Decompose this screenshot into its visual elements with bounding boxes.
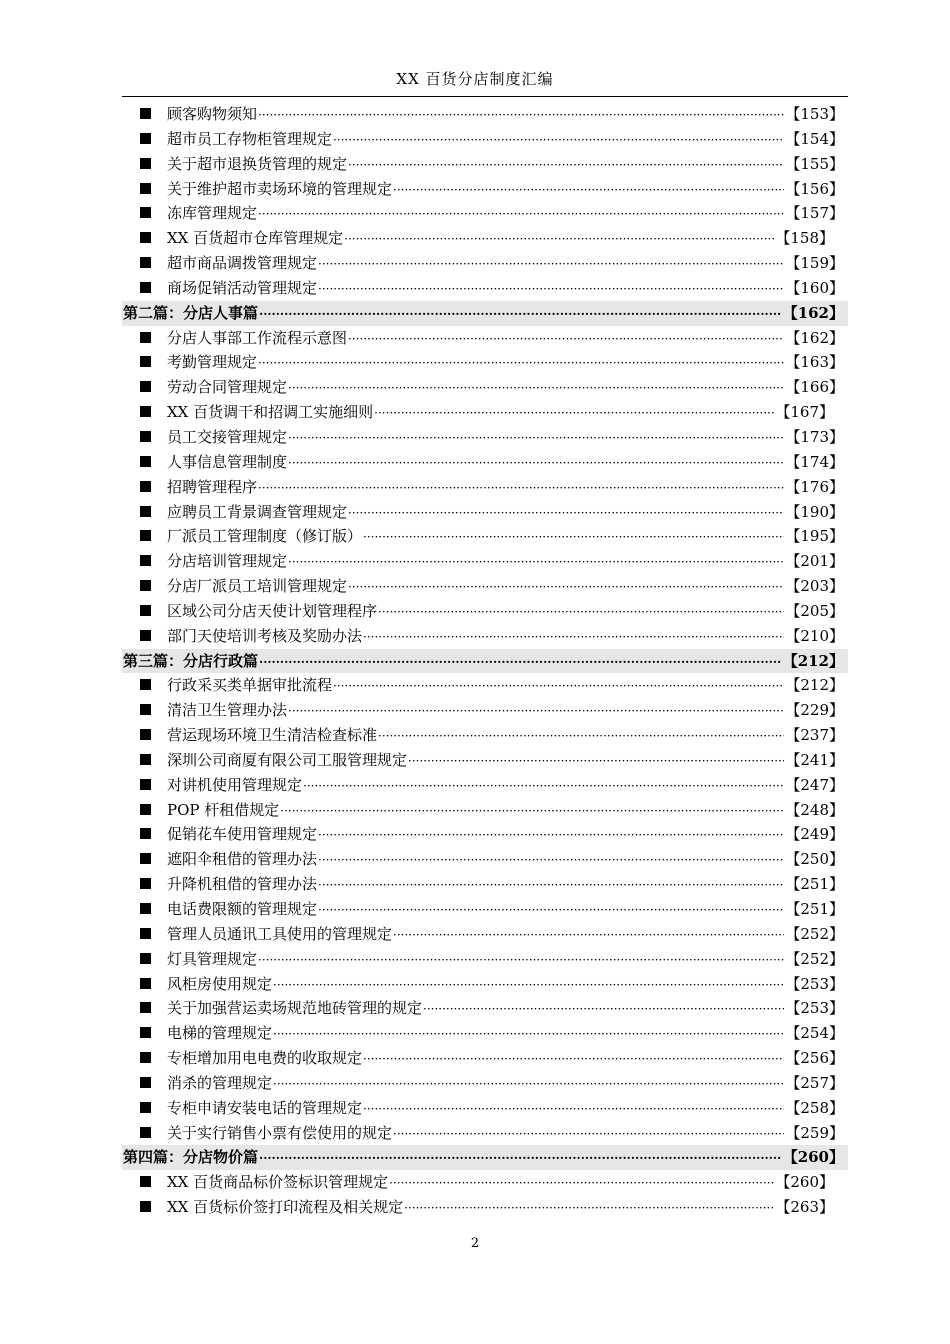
square-bullet-icon xyxy=(140,133,151,144)
toc-entry-page: 【162】 xyxy=(782,303,844,322)
toc-entry-page: 【205】 xyxy=(785,601,844,620)
toc-entry-title: XX 百货调干和招调工实施细则 xyxy=(167,403,374,422)
toc-entry-title: 分店人事部工作流程示意图 xyxy=(167,328,348,347)
dot-leader xyxy=(288,426,784,451)
dot-leader xyxy=(348,327,784,352)
dot-leader xyxy=(348,153,784,178)
toc-entry-page: 【210】 xyxy=(785,626,844,645)
dot-leader xyxy=(258,948,784,973)
toc-entry[interactable] xyxy=(122,226,848,251)
toc-entry[interactable] xyxy=(122,1046,848,1071)
dot-leader xyxy=(258,476,784,501)
toc-entry-page: 【251】 xyxy=(785,900,844,918)
dot-leader xyxy=(378,600,784,625)
toc-entry-title: 电话费限额的管理规定 xyxy=(167,900,318,918)
toc-entry[interactable] xyxy=(122,375,848,400)
toc-entry[interactable] xyxy=(122,972,848,997)
toc-entry[interactable] xyxy=(122,1021,848,1046)
dot-leader xyxy=(408,749,784,774)
toc-entry-page: 【248】 xyxy=(785,800,844,819)
dot-leader xyxy=(273,1072,784,1097)
square-bullet-icon xyxy=(140,456,151,467)
toc-entry[interactable] xyxy=(122,350,848,375)
toc-entry-title: 关于维护超市卖场环境的管理规定 xyxy=(167,179,393,198)
toc-entry[interactable] xyxy=(122,822,848,847)
dot-leader xyxy=(288,376,784,401)
toc-entry[interactable] xyxy=(122,1121,848,1146)
toc-entry[interactable] xyxy=(122,773,848,798)
square-bullet-icon xyxy=(140,1201,151,1212)
toc-entry-page: 【174】 xyxy=(785,452,844,471)
toc-entry[interactable] xyxy=(122,673,848,698)
toc-entry-page: 【241】 xyxy=(785,750,844,769)
toc-entry[interactable] xyxy=(122,748,848,773)
toc-entry-page: 【167】 xyxy=(775,403,834,422)
square-bullet-icon xyxy=(140,953,151,964)
toc-entry-title: 部门天使培训考核及奖励办法 xyxy=(167,626,363,645)
toc-entry-page: 【155】 xyxy=(785,154,844,173)
dot-leader xyxy=(393,178,784,203)
toc-entry-title: 深圳公司商厦有限公司工服管理规定 xyxy=(167,750,408,769)
toc-entry[interactable] xyxy=(122,798,848,823)
page-number: 2 xyxy=(470,1236,480,1251)
square-bullet-icon xyxy=(140,1027,151,1038)
toc-entry[interactable] xyxy=(122,897,848,922)
table-of-contents xyxy=(122,102,848,1220)
toc-entry-page: 【203】 xyxy=(785,577,844,596)
toc-entry-title: 员工交接管理规定 xyxy=(167,427,288,446)
toc-entry-page: 【229】 xyxy=(785,701,844,720)
toc-entry-page: 【237】 xyxy=(785,726,844,745)
dot-leader xyxy=(259,650,782,675)
dot-leader xyxy=(303,774,784,799)
square-bullet-icon xyxy=(140,853,151,864)
dot-leader xyxy=(363,525,784,550)
toc-entry[interactable] xyxy=(122,400,848,425)
square-bullet-icon xyxy=(140,332,151,343)
dot-leader xyxy=(348,501,784,526)
square-bullet-icon xyxy=(140,754,151,765)
dot-leader xyxy=(363,625,784,650)
toc-entry-title: XX 百货商品标价签标识管理规定 xyxy=(167,1173,389,1192)
square-bullet-icon xyxy=(140,878,151,889)
toc-section-heading[interactable] xyxy=(122,649,848,674)
toc-entry-title: 超市员工存物柜管理规定 xyxy=(167,129,333,148)
square-bullet-icon xyxy=(140,1176,151,1187)
toc-entry-title: 应聘员工背景调查管理规定 xyxy=(167,502,348,521)
toc-entry[interactable] xyxy=(122,524,848,549)
page-header-title: XX 百货分店制度汇编 xyxy=(396,70,554,88)
square-bullet-icon xyxy=(140,1077,151,1088)
square-bullet-icon xyxy=(140,1102,151,1113)
toc-entry-page: 【201】 xyxy=(785,552,844,571)
dot-leader xyxy=(393,1122,784,1147)
toc-entry[interactable] xyxy=(122,599,848,624)
dot-leader xyxy=(318,848,784,873)
toc-entry-title: 人事信息管理制度 xyxy=(167,452,288,471)
dot-leader xyxy=(258,103,784,128)
dot-leader xyxy=(280,799,784,824)
dot-leader xyxy=(288,550,784,575)
toc-entry-title: 遮阳伞租借的管理办法 xyxy=(167,850,318,869)
toc-entry-page: 【163】 xyxy=(785,353,844,372)
toc-entry-title: 商场促销活动管理规定 xyxy=(167,278,318,297)
dot-leader xyxy=(333,674,784,699)
square-bullet-icon xyxy=(140,183,151,194)
toc-entry[interactable] xyxy=(122,698,848,723)
toc-entry[interactable] xyxy=(122,450,848,475)
dot-leader xyxy=(333,128,784,153)
toc-entry[interactable] xyxy=(122,276,848,301)
toc-entry-page: 【252】 xyxy=(785,924,844,943)
dot-leader xyxy=(318,252,784,277)
toc-entry-page: 【157】 xyxy=(785,204,844,223)
toc-entry-title: 劳动合同管理规定 xyxy=(167,378,288,397)
toc-entry[interactable] xyxy=(122,847,848,872)
toc-section-heading[interactable] xyxy=(122,1145,848,1170)
toc-entry-page: 【260】 xyxy=(782,1148,844,1167)
toc-entry-title: 冻库管理规定 xyxy=(167,204,258,223)
toc-entry-page: 【259】 xyxy=(785,1123,844,1142)
toc-entry-title: 专柜申请安装电话的管理规定 xyxy=(167,1098,363,1117)
square-bullet-icon xyxy=(140,828,151,839)
toc-entry-title: 风柜房使用规定 xyxy=(167,974,273,993)
toc-entry-title: 超市商品调拨管理规定 xyxy=(167,254,318,273)
toc-entry-title: 第三篇：分店行政篇 xyxy=(123,651,259,670)
toc-entry[interactable] xyxy=(122,102,848,127)
toc-entry-page: 【253】 xyxy=(785,974,844,993)
toc-entry-title: 管理人员通讯工具使用的管理规定 xyxy=(167,924,393,943)
square-bullet-icon xyxy=(140,158,151,169)
toc-entry-title: 对讲机使用管理规定 xyxy=(167,775,303,794)
dot-leader xyxy=(393,923,784,948)
toc-entry-page: 【162】 xyxy=(785,328,844,347)
toc-entry-page: 【154】 xyxy=(785,129,844,148)
square-bullet-icon xyxy=(140,580,151,591)
toc-entry-page: 【166】 xyxy=(785,378,844,397)
square-bullet-icon xyxy=(140,506,151,517)
toc-entry-page: 【156】 xyxy=(785,179,844,198)
toc-entry[interactable] xyxy=(122,201,848,226)
toc-entry[interactable] xyxy=(122,922,848,947)
toc-entry[interactable] xyxy=(122,500,848,525)
dot-leader xyxy=(344,227,774,252)
toc-section-heading[interactable] xyxy=(122,301,848,326)
toc-entry-title: 顾客购物须知 xyxy=(167,105,258,123)
toc-entry-title: 分店厂派员工培训管理规定 xyxy=(167,577,348,596)
square-bullet-icon xyxy=(140,630,151,641)
dot-leader xyxy=(318,873,784,898)
dot-leader xyxy=(259,302,782,327)
square-bullet-icon xyxy=(140,282,151,293)
dot-leader xyxy=(389,1171,774,1196)
toc-entry-title: 电梯的管理规定 xyxy=(167,1024,273,1043)
toc-entry-title: 促销花车使用管理规定 xyxy=(167,825,318,844)
toc-entry-title: 考勤管理规定 xyxy=(167,353,258,372)
square-bullet-icon xyxy=(140,108,151,119)
dot-leader xyxy=(423,997,784,1022)
square-bullet-icon xyxy=(140,431,151,442)
square-bullet-icon xyxy=(140,679,151,690)
square-bullet-icon xyxy=(140,1002,151,1013)
square-bullet-icon xyxy=(140,257,151,268)
toc-entry[interactable] xyxy=(122,872,848,897)
toc-entry[interactable] xyxy=(122,549,848,574)
toc-entry-title: 行政采买类单据审批流程 xyxy=(167,676,333,695)
square-bullet-icon xyxy=(140,356,151,367)
toc-entry[interactable] xyxy=(122,947,848,972)
toc-entry-page: 【212】 xyxy=(782,651,844,670)
toc-entry-title: 关于超市退换货管理的规定 xyxy=(167,154,348,173)
toc-entry-page: 【176】 xyxy=(785,477,844,496)
toc-entry[interactable] xyxy=(122,1071,848,1096)
toc-entry[interactable] xyxy=(122,574,848,599)
toc-entry[interactable] xyxy=(122,177,848,202)
dot-leader xyxy=(363,1097,784,1122)
toc-entry-page: 【173】 xyxy=(785,427,844,446)
dot-leader xyxy=(258,202,784,227)
dot-leader xyxy=(363,1047,784,1072)
toc-entry[interactable] xyxy=(122,996,848,1021)
dot-leader xyxy=(348,575,784,600)
toc-entry[interactable] xyxy=(122,624,848,649)
toc-entry-title: 消杀的管理规定 xyxy=(167,1073,273,1092)
toc-entry-page: 【252】 xyxy=(785,949,844,968)
dot-leader xyxy=(273,1022,784,1047)
toc-entry-page: 【249】 xyxy=(785,825,844,844)
square-bullet-icon xyxy=(140,232,151,243)
toc-entry[interactable] xyxy=(122,723,848,748)
toc-entry-page: 【247】 xyxy=(785,775,844,794)
dot-leader xyxy=(378,724,784,749)
toc-entry-title: 分店培训管理规定 xyxy=(167,552,288,571)
square-bullet-icon xyxy=(140,207,151,218)
toc-entry-page: 【250】 xyxy=(785,850,844,869)
dot-leader xyxy=(288,451,784,476)
toc-entry-page: 【260】 xyxy=(775,1173,834,1192)
header-divider xyxy=(122,96,848,97)
dot-leader xyxy=(318,823,784,848)
dot-leader xyxy=(318,277,784,302)
dot-leader xyxy=(374,401,774,426)
toc-entry[interactable] xyxy=(122,127,848,152)
toc-entry-page: 【258】 xyxy=(785,1098,844,1117)
dot-leader xyxy=(288,699,784,724)
toc-entry-title: 关于加强营运卖场规范地砖管理的规定 xyxy=(167,999,423,1018)
dot-leader xyxy=(258,351,784,376)
square-bullet-icon xyxy=(140,406,151,417)
square-bullet-icon xyxy=(140,804,151,815)
square-bullet-icon xyxy=(140,381,151,392)
toc-entry-page: 【251】 xyxy=(785,875,844,894)
toc-entry-page: 【253】 xyxy=(785,999,844,1018)
dot-leader xyxy=(318,898,784,923)
toc-entry-title: 升降机租借的管理办法 xyxy=(167,875,318,894)
toc-entry-title: 清洁卫生管理办法 xyxy=(167,701,288,720)
dot-leader xyxy=(273,973,784,998)
toc-entry[interactable] xyxy=(122,1096,848,1121)
toc-entry[interactable] xyxy=(122,152,848,177)
toc-entry-title: 厂派员工管理制度（修订版） xyxy=(167,527,363,546)
toc-entry-title: XX 百货标价签打印流程及相关规定 xyxy=(167,1198,404,1217)
toc-entry-title: 区域公司分店天使计划管理程序 xyxy=(167,601,378,620)
toc-entry-page: 【212】 xyxy=(785,676,844,695)
toc-entry-title: 营运现场环境卫生清洁检查标准 xyxy=(167,726,378,745)
toc-entry[interactable] xyxy=(122,1195,848,1220)
toc-entry[interactable] xyxy=(122,326,848,351)
square-bullet-icon xyxy=(140,605,151,616)
toc-entry-title: XX 百货超市仓库管理规定 xyxy=(167,229,344,248)
square-bullet-icon xyxy=(140,978,151,989)
square-bullet-icon xyxy=(140,928,151,939)
square-bullet-icon xyxy=(140,530,151,541)
square-bullet-icon xyxy=(140,704,151,715)
toc-entry-title: POP 杆租借规定 xyxy=(167,800,280,819)
toc-entry-title: 关于实行销售小票有偿使用的规定 xyxy=(167,1123,393,1142)
toc-entry[interactable] xyxy=(122,425,848,450)
toc-entry-title: 灯具管理规定 xyxy=(167,949,258,968)
square-bullet-icon xyxy=(140,481,151,492)
toc-entry[interactable] xyxy=(122,251,848,276)
dot-leader xyxy=(259,1146,782,1171)
toc-entry[interactable] xyxy=(122,1170,848,1195)
square-bullet-icon xyxy=(140,779,151,790)
toc-entry-page: 【159】 xyxy=(785,254,844,273)
square-bullet-icon xyxy=(140,1127,151,1138)
toc-entry-page: 【160】 xyxy=(785,278,844,297)
toc-entry-title: 第四篇：分店物价篇 xyxy=(123,1148,259,1167)
toc-entry-page: 【190】 xyxy=(785,502,844,521)
toc-entry-page: 【195】 xyxy=(785,527,844,546)
toc-entry-page: 【257】 xyxy=(785,1073,844,1092)
toc-entry-title: 专柜增加用电电费的收取规定 xyxy=(167,1049,363,1068)
dot-leader xyxy=(404,1196,774,1221)
toc-entry-page: 【158】 xyxy=(775,229,834,248)
toc-entry-page: 【256】 xyxy=(785,1049,844,1068)
square-bullet-icon xyxy=(140,903,151,914)
square-bullet-icon xyxy=(140,555,151,566)
toc-entry-title: 招聘管理程序 xyxy=(167,477,258,496)
toc-entry-page: 【254】 xyxy=(785,1024,844,1043)
square-bullet-icon xyxy=(140,1052,151,1063)
toc-entry-title: 第二篇：分店人事篇 xyxy=(123,303,259,322)
square-bullet-icon xyxy=(140,729,151,740)
toc-entry-page: 【263】 xyxy=(775,1198,834,1217)
toc-entry-page: 【153】 xyxy=(785,105,844,123)
toc-entry[interactable] xyxy=(122,475,848,500)
